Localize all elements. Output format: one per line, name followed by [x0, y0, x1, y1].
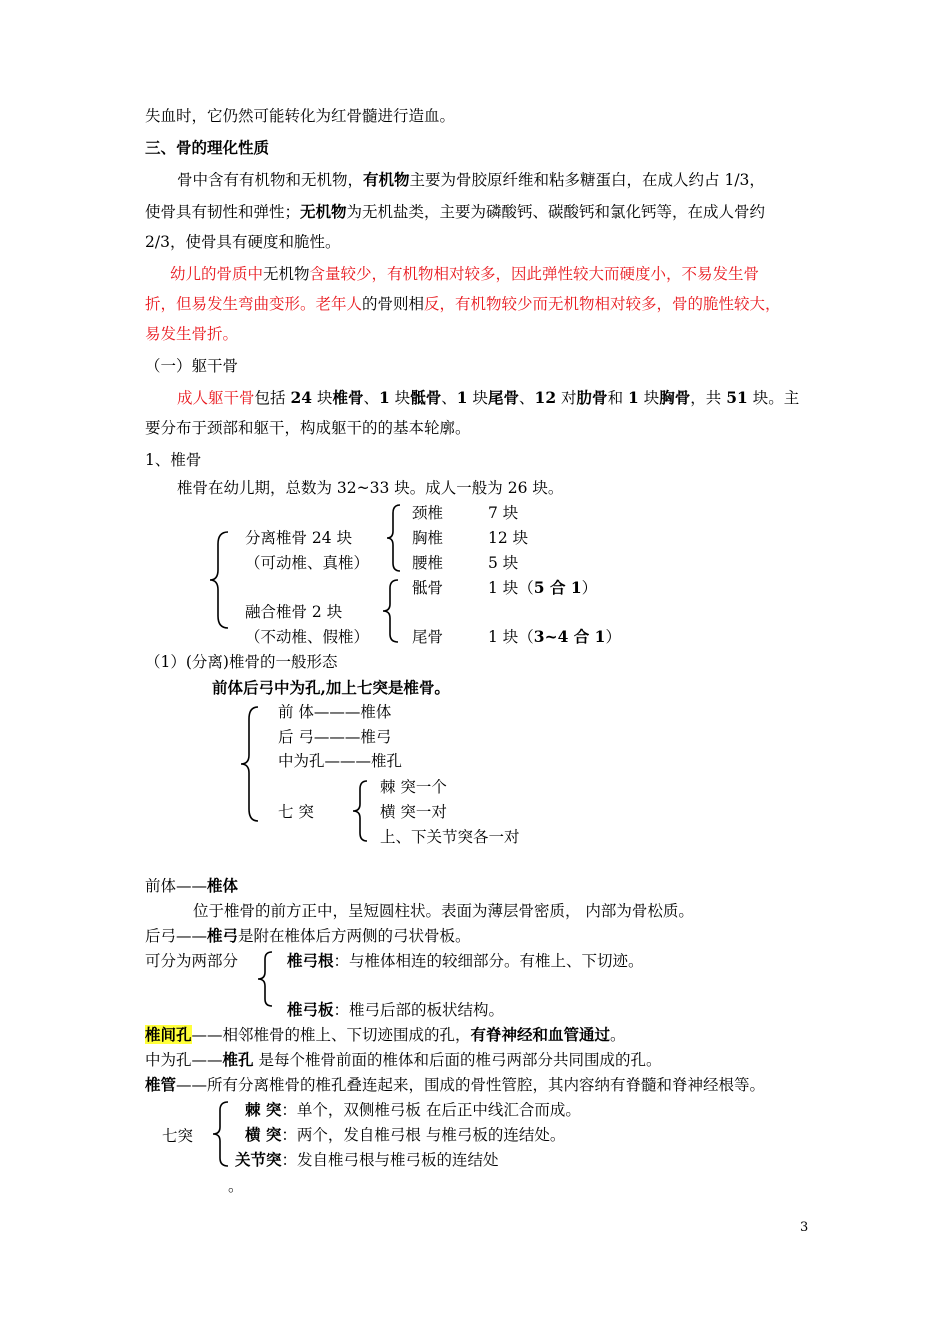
text: 块 — [312, 389, 333, 407]
text: ） — [581, 579, 598, 597]
coccyx-name: 尾骨 — [412, 628, 444, 646]
parts-label: 可分为两部分 — [145, 952, 239, 970]
text: 椎弓根 — [287, 951, 334, 970]
text: 主要为骨胶原纤维和粘多糖蛋白，在成人约占 1/3， — [409, 171, 765, 189]
text: 椎体 — [207, 876, 239, 895]
arch-heading — [145, 926, 471, 946]
text: 1 — [628, 388, 639, 407]
brace-separate-icon — [384, 503, 404, 573]
text: 椎孔 — [222, 1050, 254, 1069]
seven-processes-label: 七突 — [162, 1127, 194, 1145]
text: ） — [605, 628, 621, 646]
text: 棘 突 — [245, 1100, 282, 1119]
para2-line2 — [145, 294, 781, 314]
para3-line1 — [177, 388, 799, 408]
text: 的骨则相 — [362, 295, 425, 313]
text: 骶骨 — [410, 388, 442, 407]
section-heading-3: 三、骨的理化性质 — [145, 138, 270, 157]
body-heading — [145, 876, 238, 896]
text: 横 突 — [245, 1125, 282, 1144]
section-heading-vertebrae: 1、椎骨 — [145, 451, 202, 469]
text: 12 — [534, 388, 557, 407]
text: ——所有分离椎骨的椎孔叠连起来，围成的骨性管腔，其内容纳有脊髓和脊神经根等。 — [176, 1076, 766, 1094]
text: 24 — [290, 388, 313, 407]
coccyx-count — [488, 627, 621, 647]
text: 椎管 — [145, 1075, 177, 1094]
text: 成人躯干骨 — [177, 389, 255, 407]
text: 老年人 — [315, 295, 363, 313]
process-brace-icon — [350, 779, 370, 843]
text: 尾骨 — [488, 388, 520, 407]
organic-term: 有机物 — [363, 170, 410, 189]
text: 胸骨 — [659, 388, 691, 407]
text: 。 — [610, 1026, 626, 1044]
text: 块。主 — [747, 389, 800, 407]
text: 和 — [607, 389, 628, 407]
text: ：单个，双侧椎弓板 在后正中线汇合而成。 — [281, 1101, 581, 1119]
text: 中为孔—— — [145, 1051, 223, 1069]
text: 是每个椎骨前面的椎体和后面的椎弓两部分共同围成的孔。 — [253, 1051, 662, 1069]
text: 折，但易发生弯曲变形。 — [145, 295, 316, 313]
seven-process-label: 七 突 — [278, 803, 314, 821]
text: 是附在椎体后方两侧的弓状骨板。 — [238, 927, 471, 945]
para2-line1 — [170, 264, 759, 284]
text: 前体—— — [145, 877, 208, 895]
articular-line: 上、下关节突各一对 — [380, 828, 520, 846]
para1-line3: 2/3，使骨具有硬度和脆性。 — [145, 233, 341, 251]
thoracic-count: 12 块 — [488, 529, 529, 547]
big-brace-icon — [208, 530, 234, 630]
section-heading-trunk: （一）躯干骨 — [145, 357, 239, 375]
vertebral-canal-line — [145, 1075, 765, 1095]
sacrum-name: 骶骨 — [412, 579, 444, 597]
vertebral-foramen-line — [145, 1050, 661, 1070]
separate-vertebrae-title: 分离椎骨 24 块 — [245, 529, 353, 547]
vertebrae-intro: 椎骨在幼儿期，总数为 32~33 块。成人一般为 26 块。 — [177, 479, 564, 497]
lumbar-name: 腰椎 — [412, 554, 444, 572]
cervical-name: 颈椎 — [412, 504, 444, 522]
seven-brace-icon — [210, 1100, 232, 1168]
text: 、 — [519, 389, 535, 407]
para1-line1 — [177, 170, 765, 190]
lamina-line — [287, 1000, 504, 1020]
page-number: 3 — [800, 1220, 809, 1235]
text: 椎骨 — [332, 388, 364, 407]
separate-vertebrae-sub: （可动椎、真椎） — [245, 554, 370, 572]
text: 反，有机物较少而无机物相对较多，骨的脆性较大， — [424, 295, 781, 313]
text: 无机物 — [263, 265, 310, 283]
spinous-process-row — [245, 1100, 581, 1120]
text: ，共 — [690, 389, 727, 407]
text: 51 — [726, 388, 748, 407]
text: 块 — [467, 389, 488, 407]
form-brace-icon — [238, 705, 262, 823]
text: 为无机盐类，主要为磷酸钙、碳酸钙和氯化钙等，在成人骨约 — [346, 203, 766, 221]
spinous-line: 棘 突一个 — [380, 778, 447, 796]
text: 骨中含有有机物和无机物， — [177, 171, 364, 189]
back-arch-line: 后 弓———椎弓 — [278, 728, 392, 746]
parts-brace-icon — [255, 950, 275, 1008]
para3-line2: 要分布于颈部和躯干，构成躯干的的基本轮廓。 — [145, 419, 471, 437]
fused-vertebrae-title: 融合椎骨 2 块 — [245, 603, 343, 621]
para2-line3: 易发生骨折。 — [145, 325, 239, 343]
text: 块 — [389, 389, 411, 407]
body-description: 位于椎骨的前方正中，呈短圆柱状。表面为薄层骨密质， 内部为骨松质。 — [193, 902, 694, 920]
text: 有脊神经和血管通过 — [470, 1025, 611, 1044]
text: ：发自椎弓根与椎弓板的连结处 — [281, 1151, 499, 1169]
transverse-line: 横 突一对 — [380, 803, 447, 821]
inorganic-term: 无机物 — [300, 202, 347, 221]
thoracic-name: 胸椎 — [412, 529, 444, 547]
form-heading: （1）(分离)椎骨的一般形态 — [145, 653, 338, 671]
text: 、 — [441, 389, 457, 407]
text: 块 — [638, 389, 660, 407]
sacrum-count — [488, 578, 597, 598]
text: 椎弓板 — [287, 1000, 334, 1019]
pedicle-line — [287, 951, 644, 971]
text: ：两个，发自椎弓根 与椎弓板的连结处。 — [281, 1126, 566, 1144]
text: 后弓—— — [145, 927, 208, 945]
text: 3~4 合 1 — [533, 627, 606, 646]
text: 幼儿的骨质中 — [170, 265, 264, 283]
trailing-period: 。 — [228, 1177, 244, 1195]
text: 1 — [379, 388, 390, 407]
cervical-count: 7 块 — [488, 504, 519, 522]
fused-vertebrae-sub: （不动椎、假椎） — [245, 628, 370, 646]
text: 使骨具有韧性和弹性； — [145, 203, 301, 221]
highlighted-term: 椎间孔 — [145, 1025, 192, 1044]
text: 1 — [456, 388, 468, 407]
front-body-line: 前 体———椎体 — [278, 703, 392, 721]
text: ——相邻椎骨的椎上、下切迹围成的孔， — [191, 1026, 471, 1044]
transverse-process-row — [245, 1125, 565, 1145]
text: ：与椎体相连的较细部分。有椎上、下切迹。 — [333, 952, 644, 970]
lumbar-count: 5 块 — [488, 554, 519, 572]
text: 含量较少，有机物相对较多，因此弹性较大而硬度小，不易发生骨 — [309, 265, 760, 283]
text: ：椎弓后部的板状结构。 — [333, 1001, 505, 1019]
para1-line2 — [145, 202, 765, 222]
text: 肋骨 — [576, 388, 608, 407]
middle-hole-line: 中为孔———椎孔 — [278, 752, 403, 770]
text: 1 块（ — [488, 579, 534, 597]
text: 包括 — [254, 389, 291, 407]
articular-process-row — [235, 1150, 499, 1170]
brace-fused-icon — [380, 578, 402, 644]
text: 关节突 — [235, 1150, 282, 1169]
intro-line: 失血时，它仍然可能转化为红骨髓进行造血。 — [145, 107, 456, 125]
text: 1 块（ — [488, 628, 534, 646]
text: 对 — [556, 389, 577, 407]
text: 椎弓 — [207, 926, 239, 945]
text: 、 — [363, 389, 379, 407]
mnemonic: 前体后弓中为孔,加上七突是椎骨。 — [212, 678, 450, 697]
intervertebral-foramen-line — [145, 1025, 626, 1045]
text: 5 合 1 — [533, 578, 582, 597]
